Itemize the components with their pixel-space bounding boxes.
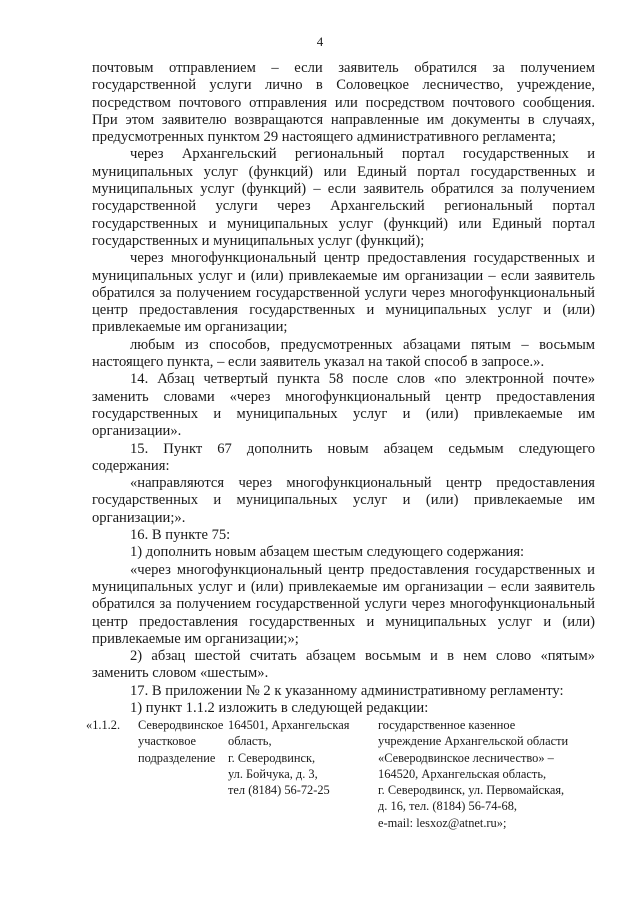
entry-institution-line: д. 16, тел. (8184) 56-74-68, <box>378 799 518 814</box>
entry-address <box>228 717 378 831</box>
entry-address-line: г. Северодвинск, <box>228 750 316 765</box>
paragraph: 1) пункт 1.1.2 изложить в следующей редакции: <box>130 699 429 716</box>
entry-name-line: участковое <box>138 734 197 749</box>
paragraph: 16. В пункте 75: <box>130 527 231 544</box>
entry-number <box>86 717 138 831</box>
entry-institution <box>378 717 616 831</box>
paragraph: почтовым отправлением – если заявитель обратился за получением государственной услуги лично в Соловецкое лесничество, учреждение, посредством почтового отправления или посредством почтового сообщения. При этом заявителю возвращаются направленные им документы в случаях, предусмотренных пунктом 29 настоящего административного регламента; <box>92 60 595 146</box>
paragraph: «направляются через многофункциональный центр предоставления государственных и муниципальных услуг и (или) привлекаемые им организации;». <box>92 475 595 526</box>
entry-institution-line: 164520, Архангельская область, <box>378 766 547 781</box>
entry-institution-line: учреждение Архангельской области <box>378 734 569 749</box>
entry-institution-line: г. Северодвинск, ул. Первомайская, <box>378 783 565 798</box>
entry-address-line: ул. Бойчука, д. 3, <box>228 766 318 781</box>
entry-address-line: область, <box>228 734 272 749</box>
entry-address-line: тел (8184) 56-72-25 <box>228 783 330 798</box>
page-number: 4 <box>316 34 324 49</box>
document-body <box>92 60 595 717</box>
entry-name-line: подразделение <box>138 750 216 765</box>
paragraph: 2) абзац шестой считать абзацем восьмым и в нем слово «пятым» заменить словом «шестым». <box>92 648 595 682</box>
paragraph: через Архангельский региональный портал государственных и муниципальных услуг (функций) или Единый портал государственных и муниципальных услуг (функций) – если заявитель обратился за получением государственной услуги через Архангельский региональный портал государственных и муниципальных услуг (функций) или Единый портал государственных и муниципальных услуг (функций); <box>92 146 595 249</box>
entry-address-line: 164501, Архангельская <box>228 718 350 732</box>
entry-institution-line: «Северодвинское лесничество» – <box>378 750 554 765</box>
entry-number-text: «1.1.2. <box>86 718 121 732</box>
paragraph: 17. В приложении № 2 к указанному административному регламенту: <box>130 682 564 699</box>
entry-email-line: e-mail: lesxoz@atnet.ru»; <box>378 815 507 830</box>
entry-name-line: Северодвинское <box>138 718 224 732</box>
entry-name <box>138 717 228 831</box>
entry-institution-line: государственное казенное <box>378 718 516 732</box>
paragraph: 15. Пункт 67 дополнить новым абзацем седьмым следующего содержания: <box>92 440 595 474</box>
paragraph: 1) дополнить новым абзацем шестым следующего содержания: <box>130 544 525 561</box>
paragraph: 14. Абзац четвертый пункта 58 после слов «по электронной почте» заменить словами «через многофункциональный центр предоставления государственных и муниципальных услуг и (или) привлекаемые им организации». <box>92 371 595 440</box>
forestry-entry-table <box>86 717 616 831</box>
paragraph: через многофункциональный центр предоставления государственных и муниципальных услуг и (или) привлекаемые им организации – если заявитель обратился за получением государственной услуги через многофункциональный центр предоставления государственных и муниципальных услуг и (или) привлекаемые им организации; <box>92 250 595 336</box>
paragraph: «через многофункциональный центр предоставления государственных и муниципальных услуг и (или) привлекаемые им организации – если заявитель обратился за получением государственной услуги через многофункциональный центр предоставления государственных и муниципальных услуг и (или) привлекаемые им организации;»; <box>92 561 595 647</box>
paragraph: любым из способов, предусмотренных абзацами пятым – восьмым настоящего пункта, – если заявитель указал на такой способ в запросе.». <box>92 336 595 371</box>
